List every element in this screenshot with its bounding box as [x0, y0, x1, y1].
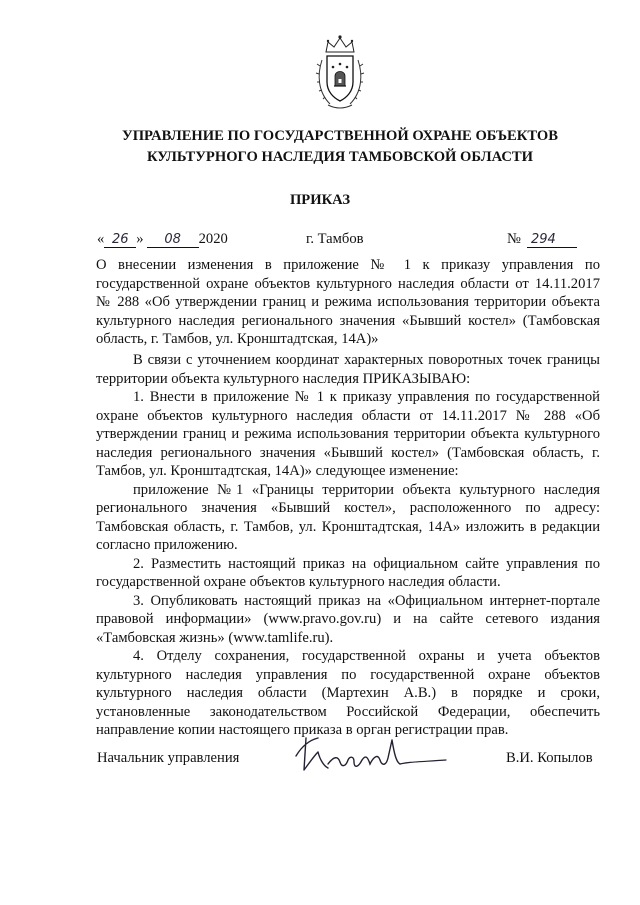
order-city: г. Тамбов [306, 231, 364, 247]
order-paragraph: В связи с уточнением координат характерных поворотных точек границы территории объекта культурного наследия ПРИКАЗЫВАЮ: [96, 352, 600, 387]
signatory-name: В.И. Копылов [506, 750, 593, 766]
date-day: 26 [104, 232, 136, 248]
order-number-label: № [507, 231, 521, 247]
tambov-coat-of-arms-icon [314, 30, 366, 112]
signatory-position: Начальник управления [97, 750, 240, 766]
order-paragraph: 1. Внести в приложение № 1 к приказу управления по государственной охране объектов культурного наследия области от 14.11.2017 № 288 «Об утверждении границ и режима использования территории объекта культурного наследия регионального значения «Бывший костел» (Тамбовская область, г. Тамбов, ул. Кронштадтская, 14А)» следующее изменение: [96, 389, 600, 479]
order-paragraph: 3. Опубликовать настоящий приказ на «Официальном интернет-портале правовой информации» (www.pravo.gov.ru) и на сайте сетевого издания «Тамбовская жизнь» (www.tamlife.ru). [96, 592, 600, 646]
order-paragraph: 2. Разместить настоящий приказ на официальном сайте управления по государственной охране объектов культурного наследия области. [96, 555, 600, 590]
order-title: О внесении изменения в приложение № 1 к приказу управления по государственной охране объектов культурного наследия области от 14.11.2017 № 288 «Об утверждении границ и режима использования территории объекта культурного наследия регионального значения «Бывший костел» (Тамбовская область, г. Тамбов, ул. Кронштадтская, 14А)» [96, 257, 600, 347]
document-type: ПРИКАЗ [289, 192, 351, 208]
order-body [96, 351, 600, 740]
handwritten-signature-icon [288, 726, 458, 782]
order-number [507, 229, 577, 249]
authority-name-line2: КУЛЬТУРНОГО НАСЛЕДИЯ ТАМБОВСКОЙ ОБЛАСТИ [146, 149, 534, 165]
order-paragraph: 4. Отделу сохранения, государственной охраны и учета объектов культурного наследия управления по государственной охране объектов культурного наследия области (Мартехин А.В.) в порядке и сроки, установленные законодательством Российской Федерации, обеспечить направление копии настоящего приказа в орган регистрации прав. [96, 648, 600, 738]
date-year: 2020 [198, 231, 228, 247]
order-date [97, 229, 228, 249]
date-open-quote: « [97, 231, 105, 247]
order-number-value: 294 [527, 232, 577, 248]
date-month: 08 [147, 232, 199, 248]
date-close-quote: » [136, 231, 144, 247]
authority-name [60, 126, 620, 168]
order-paragraph: приложение №1 «Границы территории объекта культурного наследия регионального значения «Бывший костел», расположенного по адресу: Тамбовская область, г. Тамбов, ул. Кронштадтская, 14А» изложить в редакции согласно приложению. [96, 481, 600, 553]
authority-name-line1: УПРАВЛЕНИЕ ПО ГОСУДАРСТВЕННОЙ ОХРАНЕ ОБЪЕКТОВ [122, 128, 558, 144]
